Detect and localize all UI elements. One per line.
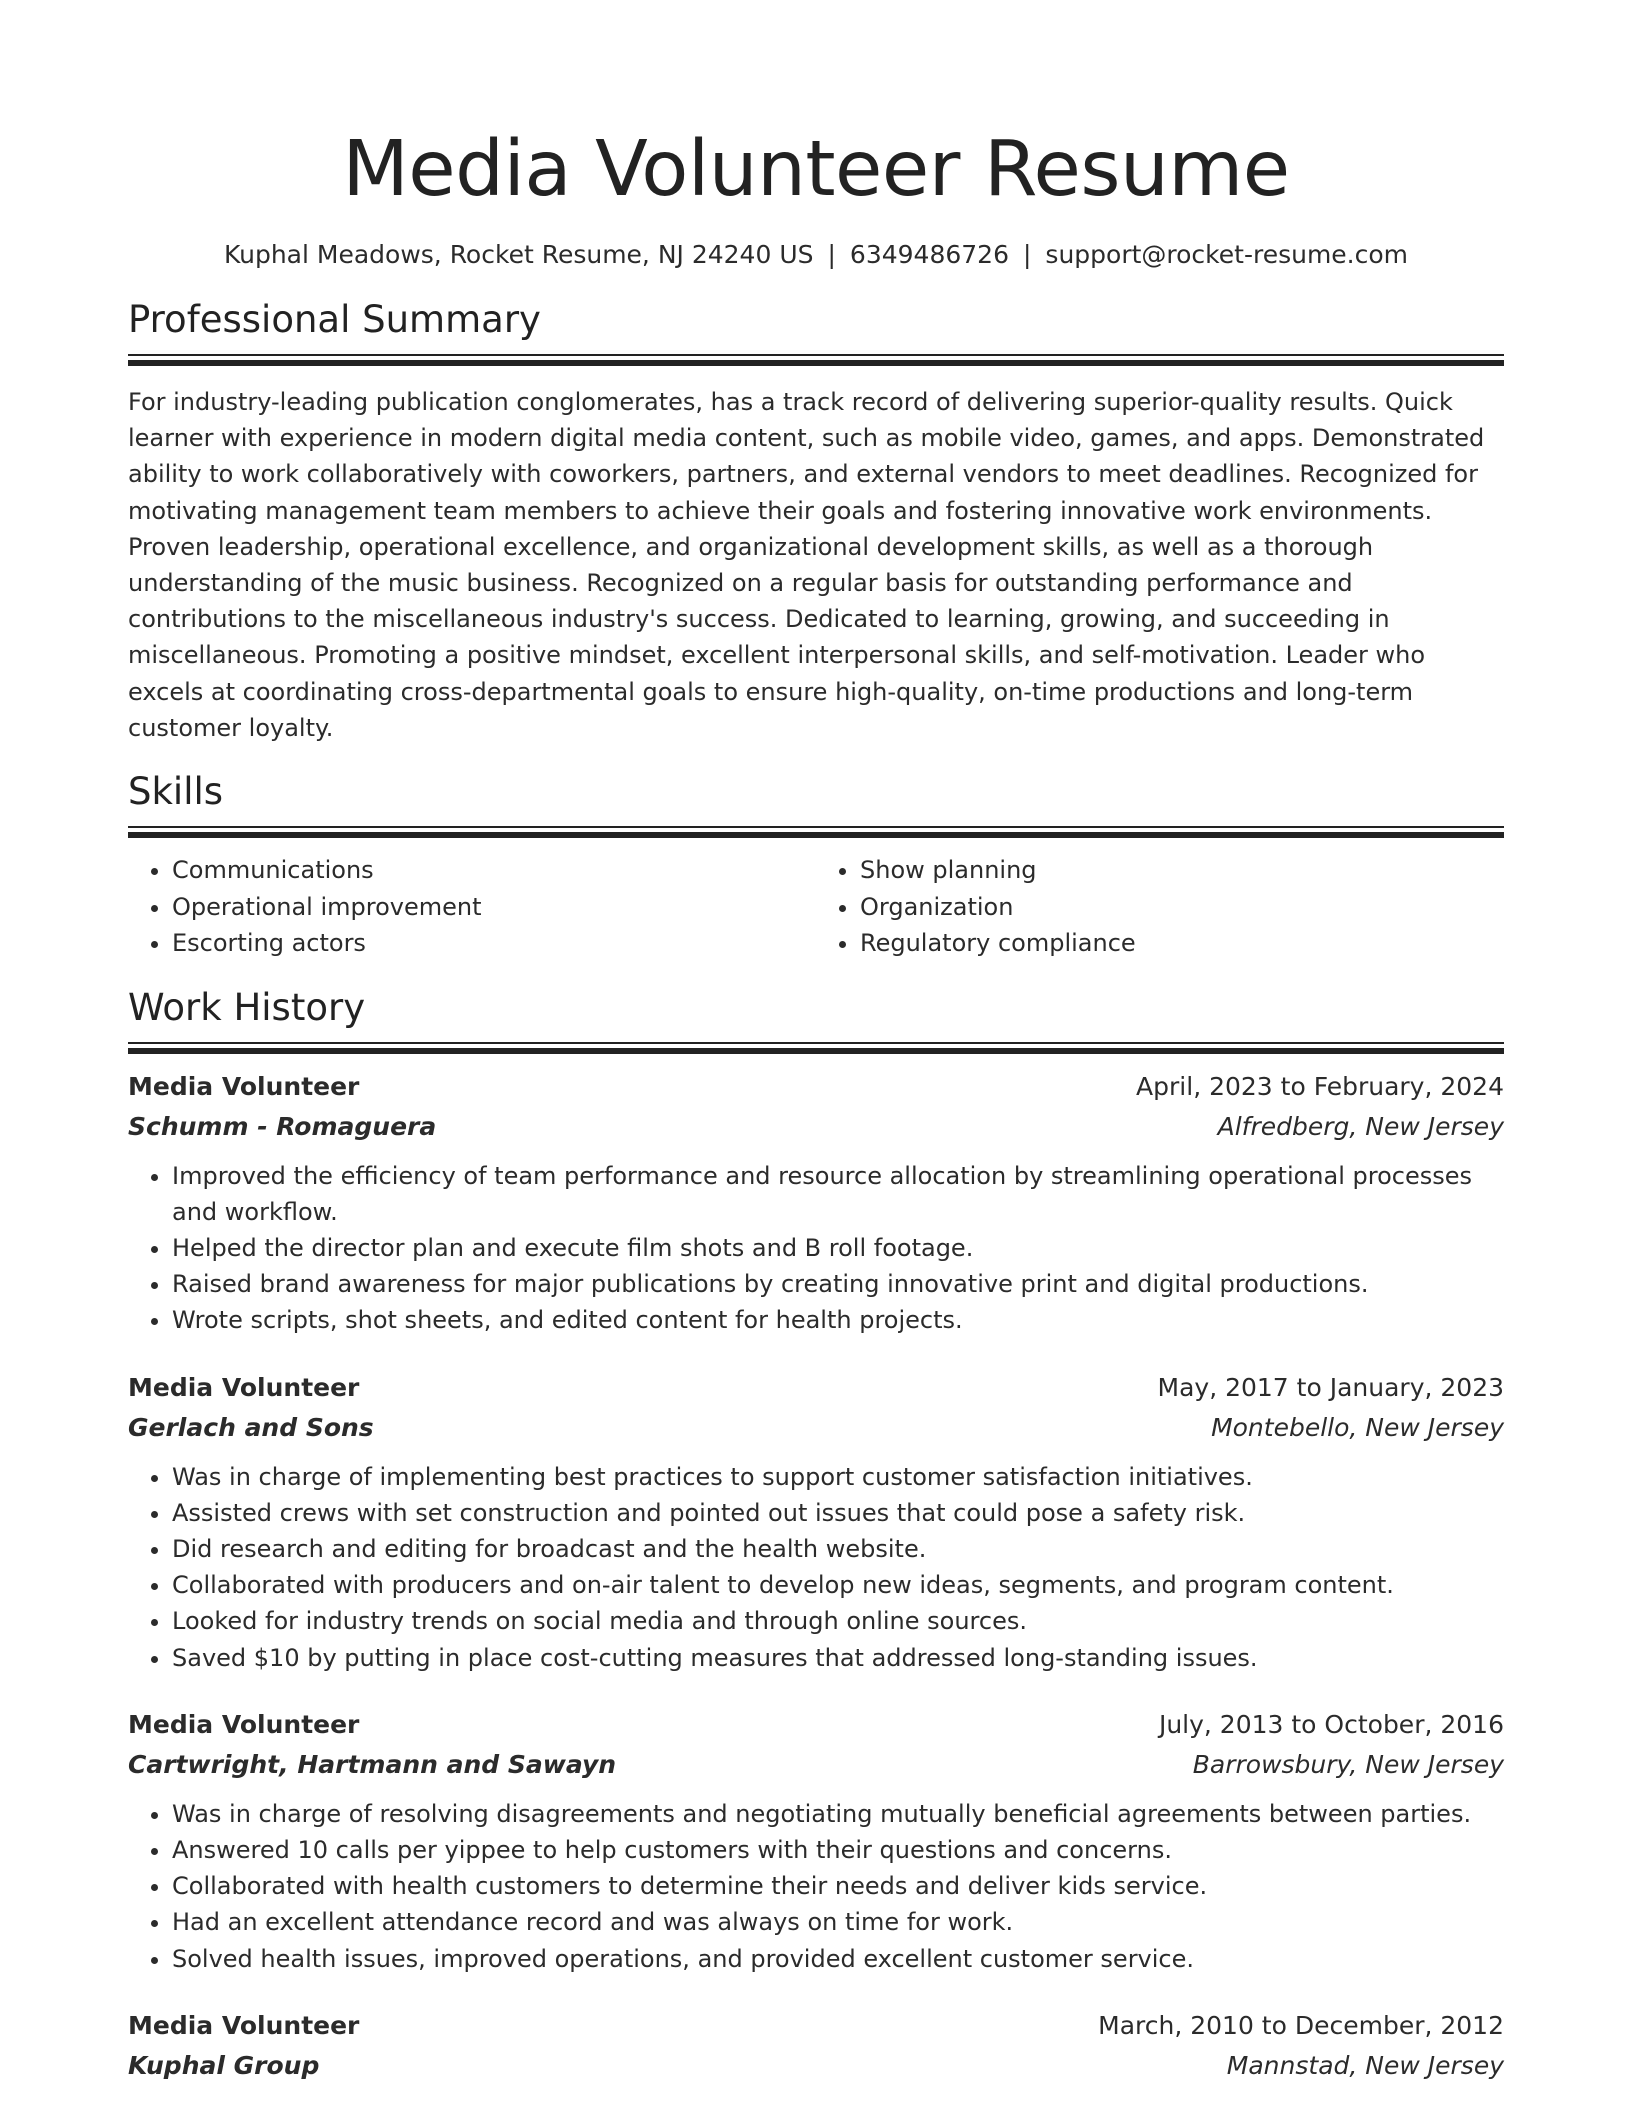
- contact-email: support@rocket-resume.com: [1045, 240, 1409, 269]
- skill-item: • Communications: [172, 852, 816, 889]
- job-header-row: [128, 1706, 1504, 1744]
- job-location: Alfredberg, New Jersey: [1217, 1111, 1504, 1141]
- job-location: Barrowsbury, New Jersey: [1192, 1749, 1504, 1779]
- section-divider: [128, 826, 1504, 838]
- job-bullet: • Collaborated with producers and on-air talent to develop new ideas, segments, and program content.: [172, 1567, 1504, 1603]
- job-bullets: [128, 1158, 1504, 1339]
- skills-column-right: [816, 852, 1504, 962]
- job-dates: March, 2010 to December, 2012: [1098, 2010, 1504, 2040]
- job-entry: [128, 1068, 1504, 1339]
- job-bullets: [128, 1796, 1504, 1977]
- skills-list: [128, 852, 1504, 962]
- job-header-row: [128, 1369, 1504, 1407]
- job-entry: [128, 1369, 1504, 1676]
- job-bullet: • Assisted crews with set construction and pointed out issues that could pose a safety risk.: [172, 1495, 1504, 1531]
- job-dates: April, 2023 to February, 2024: [1136, 1071, 1504, 1101]
- skill-item: • Regulatory compliance: [860, 925, 1504, 962]
- job-dates: July, 2013 to October, 2016: [1158, 1709, 1504, 1739]
- contact-address: Kuphal Meadows, Rocket Resume, NJ 24240 US: [223, 240, 814, 269]
- job-company-row: [128, 1108, 1504, 1146]
- job-bullet: • Improved the efficiency of team performance and resource allocation by streamlining operational processes and workflow.: [172, 1158, 1504, 1230]
- job-title: Media Volunteer: [128, 2010, 360, 2040]
- summary-heading: Professional Summary: [128, 298, 541, 341]
- work-history-section: [128, 984, 1504, 2085]
- job-bullet: • Saved $10 by putting in place cost-cutting measures that addressed long-standing issues.: [172, 1640, 1504, 1676]
- job-header-row: [128, 1068, 1504, 1106]
- contact-phone: 6349486726: [849, 240, 1009, 269]
- job-company: Kuphal Group: [128, 2050, 320, 2080]
- skills-section: [128, 768, 1504, 962]
- job-location: Montebello, New Jersey: [1211, 1412, 1504, 1442]
- job-bullet: • Raised brand awareness for major publications by creating innovative print and digital productions.: [172, 1266, 1504, 1302]
- job-bullet: • Was in charge of resolving disagreements and negotiating mutually beneficial agreements between parties.: [172, 1796, 1504, 1832]
- job-entry: [128, 1706, 1504, 1977]
- job-company-row: [128, 1409, 1504, 1447]
- skill-item: • Organization: [860, 889, 1504, 926]
- job-location: Mannstad, New Jersey: [1226, 2050, 1504, 2080]
- job-entry: [128, 2007, 1504, 2085]
- skill-item: • Show planning: [860, 852, 1504, 889]
- contact-separator: |: [1022, 240, 1032, 269]
- resume-title: Media Volunteer Resume: [342, 125, 1290, 214]
- contact-line: [128, 238, 1504, 272]
- job-header-row: [128, 2007, 1504, 2045]
- job-bullet: • Collaborated with health customers to determine their needs and deliver kids service.: [172, 1868, 1504, 1904]
- contact-separator: |: [827, 240, 836, 269]
- job-company: Cartwright, Hartmann and Sawayn: [128, 1749, 617, 1779]
- job-bullet: • Did research and editing for broadcast and the health website.: [172, 1531, 1504, 1567]
- job-bullet: • Was in charge of implementing best practices to support customer satisfaction initiatives.: [172, 1459, 1504, 1495]
- summary-section: [128, 296, 1504, 746]
- job-title: Media Volunteer: [128, 1372, 360, 1402]
- skill-item: • Operational improvement: [172, 889, 816, 926]
- job-bullet: • Had an excellent attendance record and was always on time for work.: [172, 1904, 1504, 1940]
- skill-item: • Escorting actors: [172, 925, 816, 962]
- job-bullet: • Solved health issues, improved operations, and provided excellent customer service.: [172, 1941, 1504, 1977]
- section-divider: [128, 354, 1504, 366]
- section-divider: [128, 1042, 1504, 1054]
- job-title: Media Volunteer: [128, 1709, 360, 1739]
- job-company: Gerlach and Sons: [128, 1412, 374, 1442]
- job-title: Media Volunteer: [128, 1071, 360, 1101]
- job-bullet: • Wrote scripts, shot sheets, and edited content for health projects.: [172, 1302, 1504, 1338]
- job-bullet: • Answered 10 calls per yippee to help customers with their questions and concerns.: [172, 1832, 1504, 1868]
- skills-column-left: [128, 852, 816, 962]
- work-history-heading: Work History: [128, 985, 366, 1029]
- skills-heading: Skills: [128, 770, 224, 814]
- job-bullet: • Helped the director plan and execute film shots and B roll footage.: [172, 1230, 1504, 1266]
- job-company-row: [128, 1746, 1504, 1784]
- job-bullet: • Looked for industry trends on social media and through online sources.: [172, 1603, 1504, 1639]
- job-company: Schumm - Romaguera: [128, 1111, 437, 1141]
- job-company-row: [128, 2047, 1504, 2085]
- job-bullets: [128, 1459, 1504, 1676]
- job-dates: May, 2017 to January, 2023: [1157, 1372, 1504, 1402]
- resume-page: [128, 0, 1504, 2085]
- summary-text: For industry-leading publication conglomerates, has a track record of delivering superior-quality results. Quick learner with experience in modern digital media content, such as mobile video, games, and apps. Demonstrated ability to work collaboratively with coworkers, partners, and external vendors to meet deadlines. Recognized for motivating management team members to achieve their goals and fostering innovative work environments. Proven leadership, operational excellence, and organizational development skills, as well as a thorough understanding of the music business. Recognized on a regular basis for outstanding performance and contributions to the miscellaneous industry's success. Dedicated to learning, growing, and succeeding in miscellaneous. Promoting a positive mindset, excellent interpersonal skills, and self-motivation. Leader who excels at coordinating cross-departmental goals to ensure high-quality, on-time productions and long-term customer loyalty.: [128, 388, 1485, 742]
